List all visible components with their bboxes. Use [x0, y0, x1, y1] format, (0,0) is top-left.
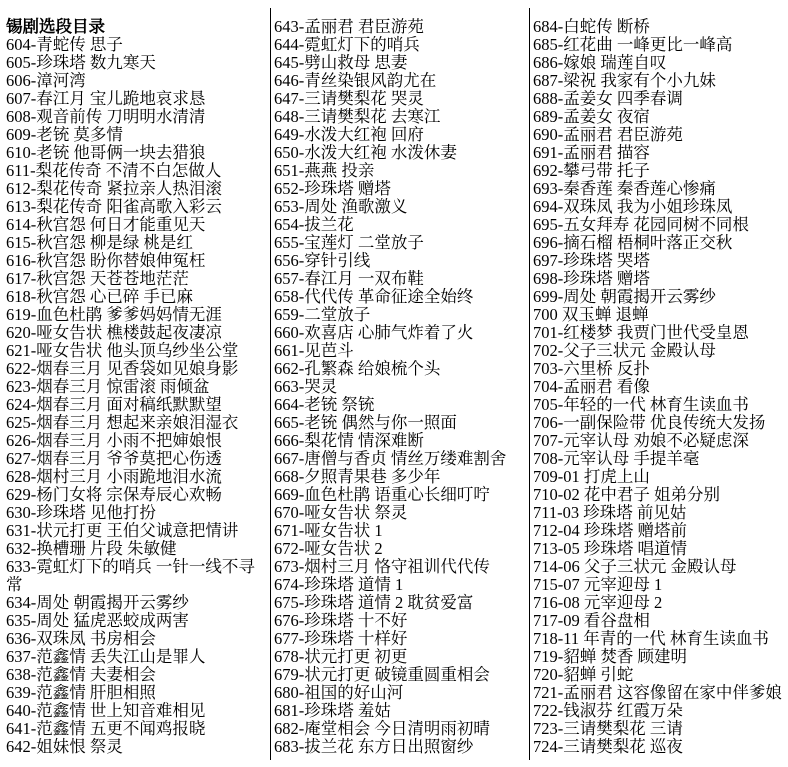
list-item: 667-唐僧与香贞 情丝万缕难割舍	[274, 449, 507, 468]
list-item: 621-哑女告状 他头顶乌纱坐公堂	[6, 341, 239, 360]
list-item: 713-05 珍珠塔 唱道情	[533, 539, 687, 558]
list-item: 682-庵堂相会 今日清明雨初晴	[274, 719, 490, 738]
list-item: 719-貂蝉 焚香 顾建明	[533, 647, 687, 666]
list-item: 703-六里桥 反扑	[533, 359, 650, 378]
excerpt-list-1	[6, 36, 264, 756]
list-item: 647-三请樊梨花 哭灵	[274, 89, 424, 108]
list-item: 720-貂蝉 引蛇	[533, 665, 634, 684]
list-item: 620-哑女告状 樵楼鼓起夜凄凉	[6, 323, 222, 342]
list-item: 648-三请樊梨花 去寒江	[274, 107, 441, 126]
list-item: 704-孟丽君 看像	[533, 377, 650, 396]
list-item: 635-周处 猛虎恶蛟成两害	[6, 611, 189, 630]
list-item: 666-梨花情 情深难断	[274, 431, 424, 450]
list-item: 605-珍珠塔 数九寒天	[6, 53, 156, 72]
list-item: 660-欢喜店 心肺气炸着了火	[274, 323, 474, 342]
list-item: 684-白蛇传 断桥	[533, 17, 650, 36]
list-item: 690-孟丽君 君臣游苑	[533, 125, 683, 144]
list-item: 645-劈山救母 思妻	[274, 53, 408, 72]
list-item: 665-老铳 偶然与你一照面	[274, 413, 457, 432]
list-item: 658-代代传 革命征途全始终	[274, 287, 474, 306]
list-item: 675-珍珠塔 道情 2 耽贫爱富	[274, 593, 474, 612]
list-item: 698-珍珠塔 赠塔	[533, 269, 650, 288]
list-item: 629-杨门女将 宗保寿辰心欢畅	[6, 485, 222, 504]
list-item: 651-燕燕 投亲	[274, 161, 375, 180]
list-item: 700 双玉蝉 退蝉	[533, 305, 649, 324]
list-item: 609-老铳 莫多情	[6, 125, 123, 144]
list-item: 688-孟姜女 四季春调	[533, 89, 683, 108]
list-item: 664-老铳 祭铳	[274, 395, 375, 414]
list-item: 717-09 看谷盘相	[533, 611, 650, 630]
list-item: 632-换槽珊 片段 朱敏健	[6, 539, 177, 558]
list-item: 708-元宰认母 手提羊毫	[533, 449, 700, 468]
list-item: 644-霓虹灯下的哨兵	[274, 35, 420, 54]
list-item: 683-拔兰花 东方日出照窗纱	[274, 737, 474, 756]
list-item: 641-范鑫情 五更不闻鸡报晓	[6, 719, 206, 738]
list-item: 705-年轻的一代 林育生读血书	[533, 395, 749, 414]
list-item: 679-状元打更 破镜重圆重相会	[274, 665, 490, 684]
list-item: 716-08 元宰迎母 2	[533, 593, 663, 612]
list-item: 694-双珠凤 我为小姐珍珠凤	[533, 197, 733, 216]
list-item: 718-11 年青的一代 林育生读血书	[533, 629, 769, 648]
list-item: 639-范鑫情 肝胆相照	[6, 683, 156, 702]
list-item: 702-父子三状元 金殿认母	[533, 341, 716, 360]
list-item: 611-梨花传奇 不清不白怎做人	[6, 161, 222, 180]
list-item: 697-珍珠塔 哭塔	[533, 251, 650, 270]
list-item: 622-烟春三月 见香袋如见娘身影	[6, 359, 239, 378]
list-item: 712-04 珍珠塔 赠塔前	[533, 521, 687, 540]
list-item: 722-钱淑芬 红霞万朵	[533, 701, 683, 720]
list-item: 687-梁祝 我家有个小九妹	[533, 71, 716, 90]
list-item: 634-周处 朝霞揭开云雾纱	[6, 593, 189, 612]
list-item: 608-观音前传 刀明明水清清	[6, 107, 206, 126]
list-item: 637-范鑫情 丢失江山是罪人	[6, 647, 206, 666]
list-item: 673-烟村三月 恪守祖训代代传	[274, 557, 490, 576]
list-item: 618-秋宫怨 心已碎 手已麻	[6, 287, 193, 306]
excerpt-list-3	[533, 18, 785, 756]
list-item: 614-秋宫怨 何日才能重见天	[6, 215, 206, 234]
list-item: 685-红花曲 一峰更比一峰高	[533, 35, 733, 54]
list-item: 681-珍珠塔 羞姑	[274, 701, 391, 720]
list-item: 604-青蛇传 思子	[6, 35, 123, 54]
list-item: 671-哑女告状 1	[274, 521, 383, 540]
column-3	[533, 18, 785, 756]
list-item: 646-青丝染银风韵尤在	[274, 71, 437, 90]
list-item: 640-范鑫情 世上知音难相见	[6, 701, 206, 720]
excerpt-list-2	[274, 18, 526, 756]
list-item: 696-摘石榴 梧桐叶落正交秋	[533, 233, 733, 252]
list-item: 674-珍珠塔 道情 1	[274, 575, 404, 594]
list-item: 616-秋宫怨 盼你替娘伸冤枉	[6, 251, 206, 270]
list-item: 691-孟丽君 描容	[533, 143, 650, 162]
list-item: 662-孔繁森 给娘梳个头	[274, 359, 441, 378]
list-item: 619-血色杜鹃 爹爹妈妈情无涯	[6, 305, 222, 324]
list-item: 652-珍珠塔 赠塔	[274, 179, 391, 198]
list-item: 680-祖国的好山河	[274, 683, 404, 702]
list-item: 710-02 花中君子 姐弟分别	[533, 485, 720, 504]
list-item: 706-一副保险带 优良传统大发扬	[533, 413, 766, 432]
list-item: 721-孟丽君 这容像留在家中伴爹娘	[533, 683, 782, 702]
list-item: 676-珍珠塔 十不好	[274, 611, 408, 630]
list-item: 606-漳河湾	[6, 71, 86, 90]
list-item: 650-水泼大红袍 水泼休妻	[274, 143, 457, 162]
list-item: 677-珍珠塔 十样好	[274, 629, 408, 648]
list-item: 613-梨花传奇 阳雀高歌入彩云	[6, 197, 222, 216]
list-item: 692-攀弓带 托子	[533, 161, 650, 180]
list-item: 663-哭灵	[274, 377, 338, 396]
list-item: 669-血色杜鹃 语重心长细叮咛	[274, 485, 490, 504]
list-item: 625-烟春三月 想起来亲娘泪湿衣	[6, 413, 239, 432]
column-divider	[270, 8, 271, 760]
list-item: 661-见芭斗	[274, 341, 354, 360]
list-item: 642-姐妹恨 祭灵	[6, 737, 123, 756]
list-item: 672-哑女告状 2	[274, 539, 383, 558]
list-item: 678-状元打更 初更	[274, 647, 408, 666]
page-title: 锡剧选段目录	[6, 17, 105, 36]
list-item: 630-珍珠塔 见他打扮	[6, 503, 156, 522]
column-1	[6, 18, 264, 756]
list-item: 701-红楼梦 我贾门世代受皇恩	[533, 323, 749, 342]
list-item: 655-宝莲灯 二堂放子	[274, 233, 424, 252]
list-item: 715-07 元宰迎母 1	[533, 575, 663, 594]
list-item: 709-01 打虎上山	[533, 467, 650, 486]
list-item: 627-烟春三月 爷爷莫把心伤透	[6, 449, 222, 468]
list-item: 649-水泼大红袍 回府	[274, 125, 424, 144]
list-item: 615-秋宫怨 柳是绿 桃是红	[6, 233, 193, 252]
column-2	[274, 18, 526, 756]
list-item: 695-五女拜寿 花园同树不同根	[533, 215, 749, 234]
list-item: 724-三请樊梨花 巡夜	[533, 737, 683, 756]
list-item: 711-03 珍珠塔 前见姑	[533, 503, 687, 522]
list-item: 623-烟春三月 惊雷滚 雨倾盆	[6, 377, 210, 396]
list-item: 699-周处 朝霞揭开云雾纱	[533, 287, 716, 306]
list-item: 657-春江月 一双布鞋	[274, 269, 424, 288]
list-item: 656-穿针引线	[274, 251, 371, 270]
list-item: 617-秋宫怨 天苍苍地茫茫	[6, 269, 189, 288]
list-item: 707-元宰认母 劝娘不必疑虑深	[533, 431, 749, 450]
list-item: 628-烟村三月 小雨跪地泪水流	[6, 467, 222, 486]
list-item: 626-烟春三月 小雨不把婶娘恨	[6, 431, 222, 450]
list-item: 638-范鑫情 夫妻相会	[6, 665, 156, 684]
list-item: 668-夕照青果巷 多少年	[274, 467, 441, 486]
column-divider	[529, 8, 530, 760]
list-item: 612-梨花传奇 紧拉亲人热泪滚	[6, 179, 222, 198]
list-item: 689-孟姜女 夜宿	[533, 107, 650, 126]
list-item: 714-06 父子三状元 金殿认母	[533, 557, 737, 576]
list-item: 610-老铳 他哥俩一块去猎狼	[6, 143, 206, 162]
list-item: 624-烟春三月 面对稿纸默默望	[6, 395, 222, 414]
list-item: 654-拔兰花	[274, 215, 354, 234]
list-item: 633-霓虹灯下的哨兵 一针一线不寻常	[6, 557, 255, 594]
list-item: 631-状元打更 王伯父诚意把情讲	[6, 521, 239, 540]
list-item: 607-春江月 宝儿跪地哀求恳	[6, 89, 206, 108]
list-item: 653-周处 渔歌激义	[274, 197, 408, 216]
list-item: 693-秦香莲 秦香莲心惨痛	[533, 179, 716, 198]
list-item: 723-三请樊梨花 三请	[533, 719, 683, 738]
list-item: 636-双珠凤 书房相会	[6, 629, 156, 648]
list-item: 659-二堂放子	[274, 305, 371, 324]
list-item: 670-哑女告状 祭灵	[274, 503, 408, 522]
list-item: 643-孟丽君 君臣游苑	[274, 17, 424, 36]
list-item: 686-嫁娘 瑞莲自叹	[533, 53, 667, 72]
